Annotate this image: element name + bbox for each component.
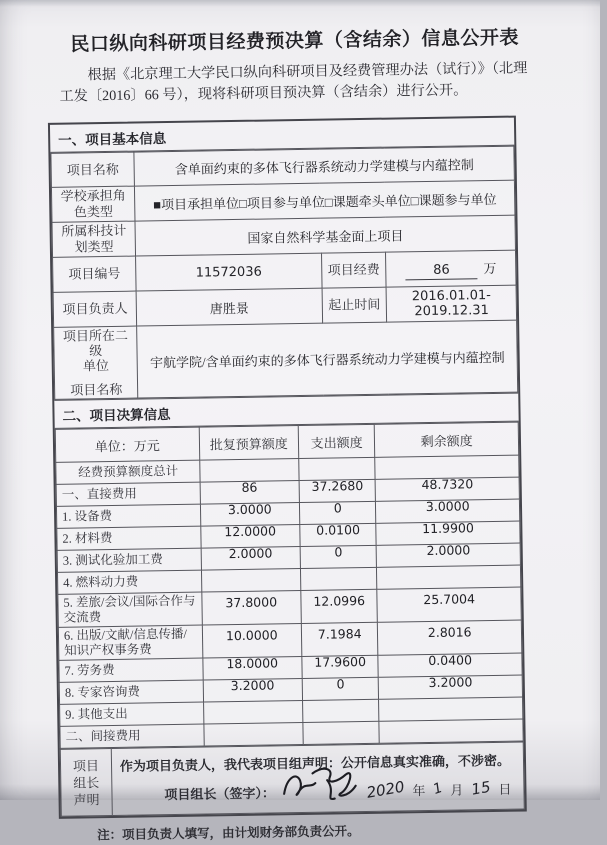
settlement-cell-label: 5. 差旅/会议/国际合作与交流费 xyxy=(58,592,202,627)
col-budget: 批复预算额度 xyxy=(199,426,299,461)
settlement-cell-label: 6. 出版/文献/信息传播/知识产权事务费 xyxy=(58,625,202,660)
declaration-content xyxy=(111,742,524,815)
settlement-cell-spent: 0 xyxy=(302,677,379,700)
settlement-cell-budget: 3.2000 xyxy=(203,679,303,703)
settlement-cell-label: 1. 设备费 xyxy=(56,504,200,528)
duration-label: 起止时间 xyxy=(322,287,387,323)
dept-project-label xyxy=(54,326,138,399)
settlement-cell-spent: 7.1984 xyxy=(301,622,378,656)
dept-project-value: 宇航学院/含单面约束的多体飞行器系统动力学建模与内蕴控制 xyxy=(137,320,518,398)
settlement-cell-spent: 17.9600 xyxy=(302,655,379,678)
settlement-cell-budget: 2.0000 xyxy=(201,547,301,571)
settlement-cell-label: 一、直接费用 xyxy=(56,482,200,506)
settlement-cell-spent: 0 xyxy=(300,545,377,568)
funds-value xyxy=(386,250,516,287)
role-type-label: 学校承担角色类型 xyxy=(51,186,135,222)
project-name-label: 项目名称 xyxy=(51,152,135,187)
settlement-cell-label: 8. 专家咨询费 xyxy=(59,680,203,704)
section1-header: 一、项目基本信息 xyxy=(50,118,514,153)
signature-date xyxy=(364,777,512,802)
settlement-cell-remain: 2.0000 xyxy=(377,543,521,567)
basic-info-table xyxy=(50,146,518,400)
intro-paragraph: 根据《北京理工大学民口纵向科研项目及经费管理办法（试行）》（北理工发〔2016〕66 号），现将科研项目预决算（含结余）进行公开。 xyxy=(59,60,528,105)
settlement-cell-remain: 11.9900 xyxy=(376,521,520,545)
funds-unit: 万 xyxy=(483,260,497,276)
settlement-cell-remain xyxy=(379,697,523,721)
settlement-cell-label: 3. 测试化验加工费 xyxy=(57,548,201,572)
declaration-label xyxy=(60,749,112,817)
settlement-cell-spent: 0.0100 xyxy=(300,523,377,546)
settlement-cell-remain: 2.8016 xyxy=(378,620,522,655)
settlement-cell-remain: 25.7004 xyxy=(377,587,521,622)
settlement-cell-label: 二、间接费用 xyxy=(60,724,204,748)
funds-label: 项目经费 xyxy=(321,252,386,288)
project-no-label: 项目编号 xyxy=(53,256,137,292)
settlement-cell-budget: 37.8000 xyxy=(201,591,301,626)
settlement-cell-remain: 3.2000 xyxy=(379,675,523,699)
settlement-cell-remain xyxy=(379,719,523,743)
settlement-cell-spent: 37.2680 xyxy=(299,479,376,502)
page-title: 民口纵向科研项目经费预决算（含结余）信息公开表 xyxy=(70,26,520,56)
settlement-cell-budget: 3.0000 xyxy=(200,503,300,527)
date-year-handwritten: 2020 xyxy=(364,777,406,802)
funds-amount: 86 xyxy=(405,262,477,280)
declaration-statement: 作为项目负责人，我代表项目组声明：公开信息真实准确，不涉密。 xyxy=(119,752,511,774)
settlement-table xyxy=(55,422,524,749)
settlement-cell-label: 9. 其他支出 xyxy=(60,702,204,726)
dept-label-line1: 项目所在二级 xyxy=(62,327,129,359)
settlement-rows xyxy=(56,455,523,748)
settlement-cell-label: 2. 材料费 xyxy=(57,526,201,550)
handwritten-signature xyxy=(275,756,367,809)
role-type-checkboxes: ■项目承担单位□项目参与单位□课题牵头单位□课题参与单位 xyxy=(135,180,515,221)
settlement-cell-remain xyxy=(377,565,521,589)
settlement-cell-spent: 0 xyxy=(299,501,376,524)
section2-header: 二、项目决算信息 xyxy=(54,393,518,429)
declaration-label-line3: 声明 xyxy=(73,791,100,808)
settlement-cell-spent: 12.0996 xyxy=(301,589,378,623)
settlement-cell-label: 4. 燃料动力费 xyxy=(57,570,201,594)
declaration-label-line1: 项目 xyxy=(72,757,100,774)
settlement-cell-remain: 0.0400 xyxy=(378,653,522,677)
sign-label: 项目组长（签字）： xyxy=(164,784,276,802)
plan-type-label: 所属科技计划类型 xyxy=(52,221,136,257)
col-remain: 剩余额度 xyxy=(375,422,519,457)
declaration-table xyxy=(60,742,525,817)
settlement-cell-budget: 18.0000 xyxy=(202,657,302,681)
date-year-unit: 年 xyxy=(412,782,426,798)
dept-label-line3: 项目名称 xyxy=(70,381,123,398)
form-table xyxy=(48,116,527,819)
settlement-cell-budget: 12.0000 xyxy=(200,525,300,549)
settlement-cell-spent xyxy=(303,699,380,722)
date-month-handwritten: 1 xyxy=(431,779,445,798)
col-spent: 支出额度 xyxy=(298,424,375,458)
settlement-cell-budget: 10.0000 xyxy=(202,624,302,659)
dept-label-line2: 单位 xyxy=(82,358,110,374)
settlement-cell-budget xyxy=(203,700,303,724)
declaration-row xyxy=(60,742,524,816)
declaration-label-line2: 组长 xyxy=(73,774,100,791)
leader-value: 唐胜景 xyxy=(136,288,322,326)
date-day-unit: 日 xyxy=(498,781,512,797)
settlement-cell-budget xyxy=(201,569,301,593)
date-month-unit: 月 xyxy=(450,781,464,798)
signature-line xyxy=(120,771,518,811)
project-no-value: 11572036 xyxy=(136,253,322,291)
settlement-cell-spent xyxy=(303,721,380,744)
project-name-value: 含单面约束的多体飞行器系统动力学建模与内蕴控制 xyxy=(134,146,514,186)
settlement-cell-label: 7. 劳务费 xyxy=(59,658,203,682)
footer-note: 注：项目负责人填写，由计划财务部负责公开。 xyxy=(97,824,360,843)
settlement-cell-remain: 48.7320 xyxy=(376,477,520,501)
date-day-handwritten: 15 xyxy=(469,777,492,799)
col-unit: 单位：万元 xyxy=(55,427,199,462)
settlement-cell-spent xyxy=(301,567,378,590)
settlement-cell-budget xyxy=(203,722,303,746)
settlement-cell-label: 经费预算额度总计 xyxy=(56,460,200,484)
settlement-cell-remain: 3.0000 xyxy=(376,499,520,523)
row-dept-project xyxy=(54,320,518,399)
duration-value: 2016.01.01-2019.12.31 xyxy=(386,285,516,322)
settlement-cell-budget: 86 xyxy=(200,481,300,505)
leader-label: 项目负责人 xyxy=(53,291,137,327)
plan-type-value: 国家自然科学基金面上项目 xyxy=(135,215,515,256)
